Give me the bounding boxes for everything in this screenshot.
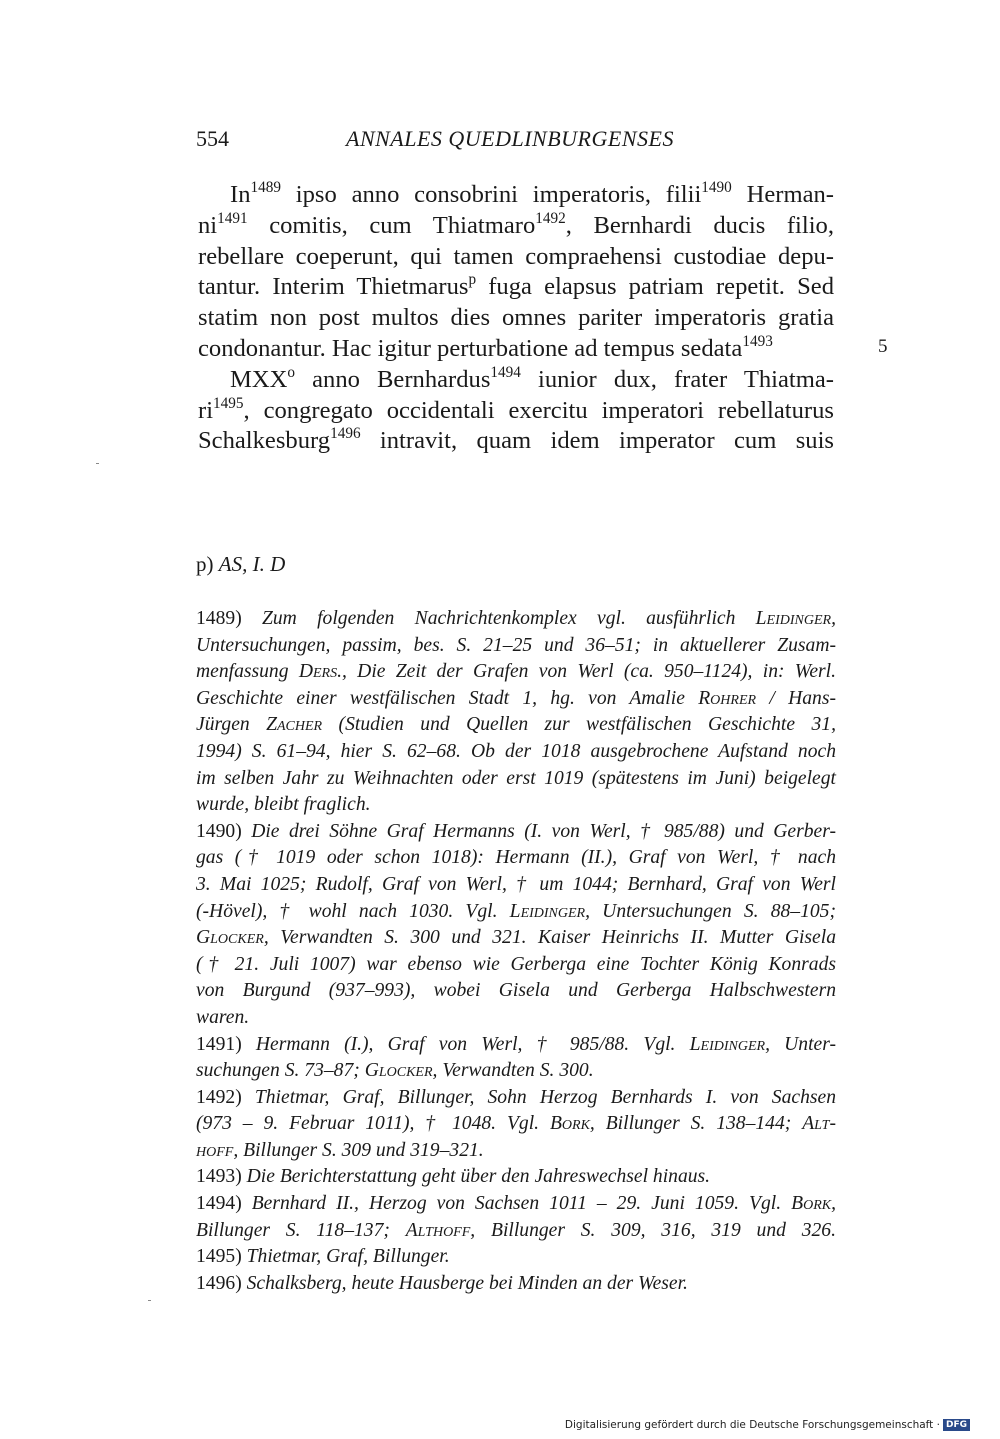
- text-run: Schalkesburg: [198, 427, 331, 455]
- author-name: Rohrer: [698, 687, 757, 709]
- footnote-line: [196, 1058, 836, 1085]
- superscript-reference: p: [468, 271, 477, 289]
- footnote-text: Billunger S. 118–137;: [196, 1219, 406, 1241]
- text-run: condonantur. Hac igitur perturbatione ad tempus sedata: [198, 334, 743, 362]
- superscript-reference: 1495: [213, 394, 244, 412]
- footnote-line: [196, 1085, 836, 1112]
- page-header: [196, 126, 836, 156]
- scan-speck: [148, 1300, 151, 1301]
- footnote-text: / Hans-: [756, 687, 837, 709]
- main-text-line: [198, 426, 834, 457]
- footnote-number: 1494): [196, 1193, 252, 1215]
- text-run: intravit, quam idem imperator cum suis: [360, 427, 834, 455]
- footnote-text: gas († 1019 oder schon 1018): Hermann (II.), Graf von Werl, † nach: [196, 847, 836, 869]
- footnote-line: [196, 1218, 836, 1245]
- footnote-p-text: AS, I. D: [218, 552, 286, 576]
- footnote-text: im selben Jahr zu Weihnachten oder erst 1019 (spätestens im Juni) beigelegt: [196, 767, 836, 789]
- footnote-text: Thietmar, Graf, Billunger.: [246, 1246, 450, 1268]
- author-name: Leidinger: [755, 608, 832, 629]
- main-text: [198, 180, 834, 457]
- author-name: Leidinger: [509, 900, 586, 922]
- footnote-text: , Verwandten S. 300 und 321. Kaiser Heinrichs II. Mutter Gisela: [263, 927, 836, 949]
- text-run: anno Bernhardus: [295, 365, 491, 393]
- author-name: Alt-: [802, 1113, 836, 1135]
- superscript-reference: 1491: [217, 209, 248, 227]
- footnote-text: 3. Mai 1025; Rudolf, Graf von Werl, † um 1044; Bernhard, Graf von Werl: [196, 873, 836, 895]
- footnote-line: [196, 899, 836, 926]
- text-run: fuga elapsus patriam repetit. Sed: [476, 273, 834, 301]
- text-run: comitis, cum Thiatmaro: [247, 211, 536, 239]
- footnote-line: [196, 1032, 836, 1059]
- footnote-text: (-Hövel), † wohl nach 1030. Vgl.: [196, 900, 510, 922]
- text-run: In: [230, 181, 251, 208]
- footnotes: [196, 606, 836, 1297]
- footnote-line: [196, 925, 836, 952]
- footnote-text: Hermann (I.), Graf von Werl, † 985/88. Vgl.: [255, 1033, 690, 1055]
- footnote-line: [196, 659, 836, 686]
- text-run: statim non post multos dies omnes pariter imperatoris gratia: [198, 304, 834, 332]
- text-run: tantur. Interim Thietmarus: [198, 273, 469, 301]
- footnote-number: 1493): [196, 1166, 247, 1188]
- footnote-text: , Billunger S. 309 und 319–321.: [233, 1139, 484, 1161]
- footnote-line: [196, 952, 836, 979]
- footnote-text: Untersuchungen, passim, bes. S. 21–25 und 36–51; in aktuellerer Zusam-: [196, 634, 836, 656]
- text-run: ni: [198, 211, 218, 239]
- footnote-line: [196, 978, 836, 1005]
- main-text-line: [198, 334, 834, 365]
- footnote-line: [196, 1271, 836, 1298]
- footnote-text: Geschichte einer westfälischen Stadt 1, hg. von Amalie: [196, 687, 699, 709]
- footnote-text: Die drei Söhne Graf Hermanns (I. von Werl, † 985/88) und Gerber-: [251, 820, 836, 842]
- scan-speck: [96, 463, 99, 464]
- footnote-text: , Billunger S. 309, 316, 319 und 326.: [470, 1219, 836, 1241]
- footnote-line: [196, 792, 836, 819]
- footnote-line: [196, 606, 836, 633]
- text-run: rebellare coeperunt, qui tamen compraehensi custodiae depu-: [198, 242, 834, 270]
- author-name: Glocker: [196, 927, 264, 949]
- footnote-line: [196, 739, 836, 766]
- footnote-text: , Billunger S. 138–144;: [589, 1113, 803, 1135]
- footnote-text: Thietmar, Graf, Billunger, Sohn Herzog Bernhards I. von Sachsen: [254, 1086, 836, 1108]
- text-run: Herman-: [731, 181, 834, 208]
- footnote-line: [196, 872, 836, 899]
- footnote-text: († 21. Juli 1007) war ebenso wie Gerberga eine Tochter König Konrads: [196, 953, 836, 975]
- superscript-reference: 1493: [742, 333, 773, 351]
- main-text-line: [198, 365, 834, 396]
- footnote-number: 1495): [196, 1246, 247, 1268]
- footnote-line: [196, 686, 836, 713]
- author-name: Glocker: [364, 1060, 433, 1082]
- text-run: ri: [198, 396, 214, 424]
- footer-text: Digitalisierung gefördert durch die Deutsche Forschungsgemeinschaft ·: [564, 1419, 940, 1431]
- footnote-text: menfassung: [196, 661, 299, 683]
- superscript-reference: o: [287, 363, 296, 381]
- text-run: iunior dux, frater Thiatma-: [520, 365, 834, 393]
- footnote-text: Schalksberg, heute Hausberge bei Minden an der Weser.: [246, 1272, 688, 1294]
- superscript-reference: 1496: [330, 425, 361, 443]
- footnote-text: (Studien und Quellen zur westfälischen Geschichte 31,: [322, 714, 836, 736]
- footnote-line: [196, 1005, 836, 1032]
- footnote-text: Jürgen: [196, 714, 267, 736]
- superscript-reference: 1494: [490, 363, 521, 381]
- footnote-text: waren.: [196, 1006, 250, 1028]
- main-text-line: [198, 303, 834, 334]
- main-text-line: [198, 396, 834, 427]
- footnote-text: , Untersuchungen S. 88–105;: [585, 900, 836, 922]
- footnote-p-label: p): [196, 552, 219, 576]
- text-run: MXX: [230, 365, 288, 393]
- footnote-line: [196, 1164, 836, 1191]
- superscript-reference: 1489: [250, 179, 281, 197]
- footnote-line: [196, 1244, 836, 1271]
- footnote-text: von Burgund (937–993), wobei Gisela und Gerberga Halbschwestern: [196, 980, 836, 1002]
- footnote-line: [196, 1138, 836, 1165]
- footnote-number: 1496): [196, 1272, 247, 1294]
- margin-line-number: 5: [878, 336, 888, 357]
- footnote-number: 1491): [196, 1033, 256, 1055]
- footnote-text: (973 – 9. Februar 1011), † 1048. Vgl.: [196, 1113, 550, 1135]
- dfg-logo: DFG: [943, 1419, 970, 1431]
- superscript-reference: 1490: [701, 179, 732, 197]
- footnote-text: Die Berichterstattung geht über den Jahreswechsel hinaus.: [246, 1166, 711, 1188]
- author-name: Bork: [791, 1193, 832, 1215]
- text-run: ipso anno consobrini imperatoris, filii: [281, 181, 702, 208]
- author-name: Zacher: [266, 714, 323, 736]
- footnote-line: [196, 766, 836, 793]
- footnote-line: [196, 1191, 836, 1218]
- footnote-text: ,: [831, 1193, 836, 1215]
- superscript-reference: 1492: [535, 209, 566, 227]
- author-name: hoff: [196, 1139, 234, 1161]
- author-name: Bork: [549, 1113, 590, 1135]
- digitization-footer: [565, 1419, 970, 1431]
- footnote-text: , Verwandten S. 300.: [432, 1060, 594, 1082]
- footnote-number: 1490): [196, 820, 252, 842]
- footnote-text: , Unter-: [765, 1033, 836, 1055]
- footnote-line: [196, 1111, 836, 1138]
- page-number: 554: [196, 126, 229, 151]
- footnote-line: [196, 712, 836, 739]
- footnote-text: ,: [831, 608, 836, 629]
- footnote-text: , Die Zeit der Grafen von Werl (ca. 950–1124), in: Werl.: [341, 661, 836, 683]
- footnote-number: 1489): [196, 608, 262, 629]
- text-run: , Bernhardi ducis filio,: [565, 211, 834, 239]
- main-text-line: [198, 272, 834, 303]
- main-text-line: [198, 211, 834, 242]
- footnote-text: suchungen S. 73–87;: [196, 1060, 365, 1082]
- footnote-number: 1492): [196, 1086, 255, 1108]
- author-name: Althoff: [405, 1219, 471, 1241]
- footnote-line: [196, 819, 836, 846]
- author-name: Leidinger: [689, 1033, 766, 1055]
- text-run: , congregato occidentali exercitu imperatori rebellaturus: [243, 396, 834, 424]
- footnote-text: Zum folgenden Nachrichtenkomplex vgl. ausführlich: [261, 608, 756, 629]
- main-text-line: [198, 242, 834, 273]
- footnote-p: [196, 552, 285, 577]
- footnote-text: Bernhard II., Herzog von Sachsen 1011 – 29. Juni 1059. Vgl.: [251, 1193, 792, 1215]
- footnote-line: [196, 633, 836, 660]
- main-text-line: [198, 180, 834, 211]
- author-name: Ders.: [298, 661, 342, 683]
- footnote-text: 1994) S. 61–94, hier S. 62–68. Ob der 1018 ausgebrochene Aufstand noch: [196, 740, 836, 762]
- footnote-line: [196, 845, 836, 872]
- footnote-text: wurde, bleibt fraglich.: [196, 794, 371, 816]
- running-title: ANNALES QUEDLINBURGENSES: [346, 126, 674, 151]
